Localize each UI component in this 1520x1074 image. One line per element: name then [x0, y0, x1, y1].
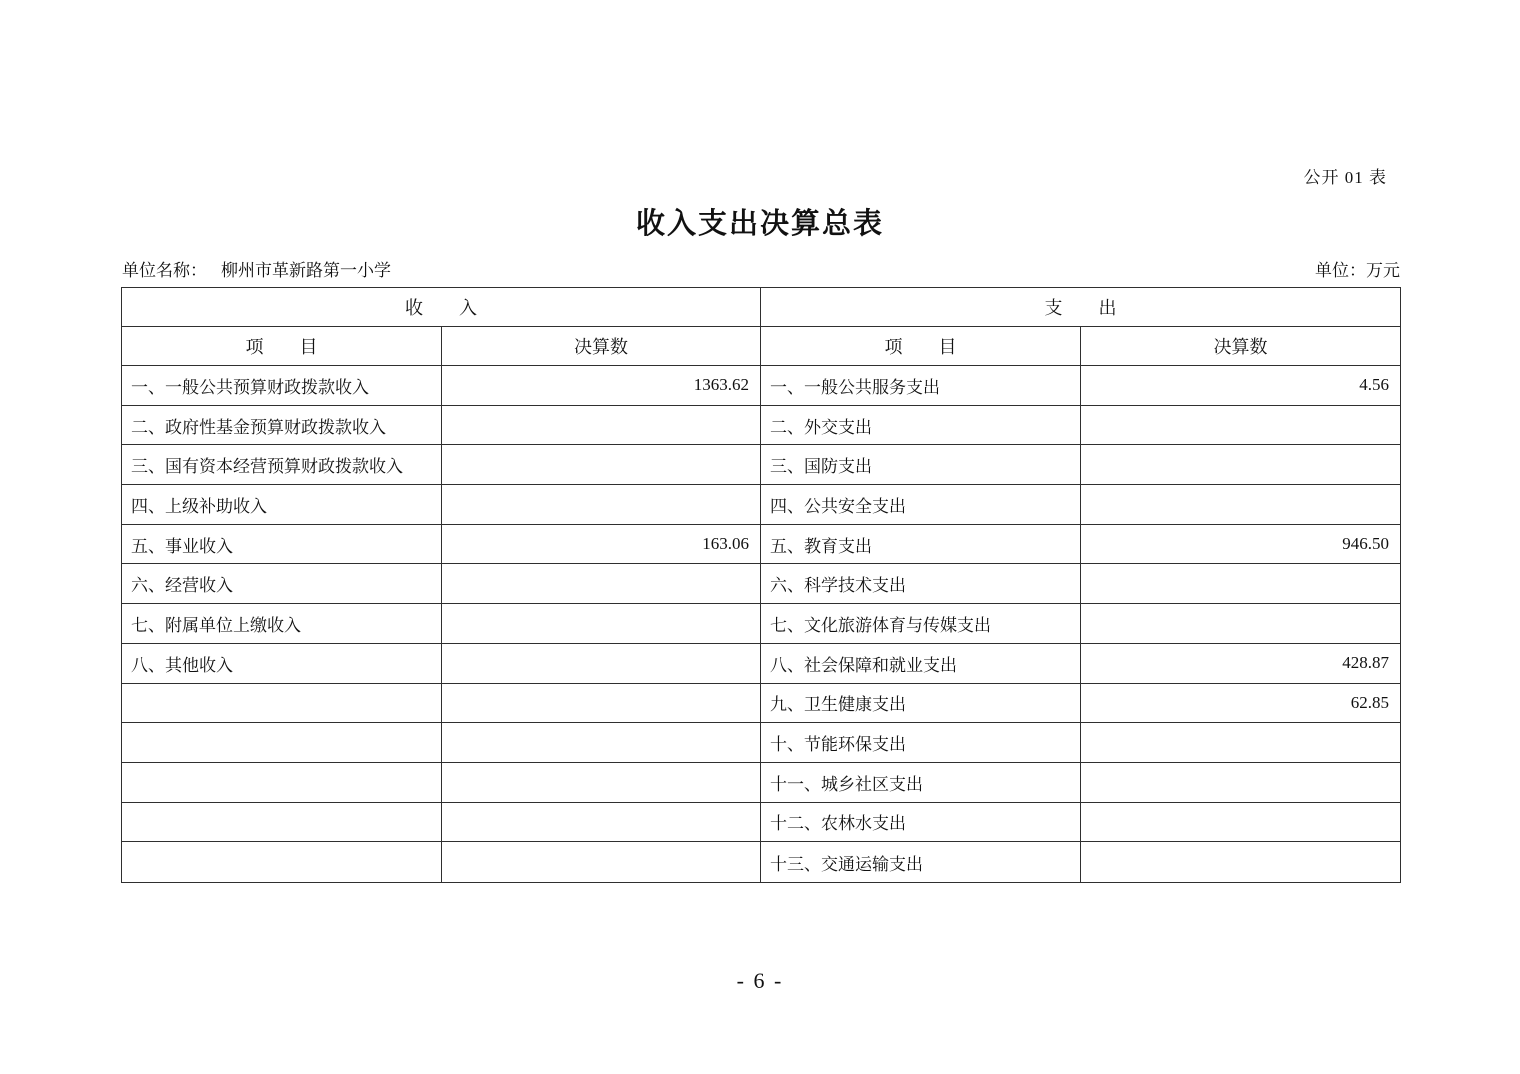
- expense-item-cell: 一、一般公共服务支出: [761, 366, 1081, 406]
- income-amount-cell: [442, 723, 761, 763]
- expense-amount-cell: [1081, 485, 1400, 525]
- income-amount-cell: [442, 604, 761, 644]
- income-item-cell: 六、经营收入: [122, 564, 442, 604]
- expense-item-cell: 十一、城乡社区支出: [761, 763, 1081, 803]
- income-amount-cell: [442, 763, 761, 803]
- expense-item-cell: 九、卫生健康支出: [761, 684, 1081, 724]
- expense-amount-cell: [1081, 406, 1400, 446]
- expense-amount-cell: [1081, 842, 1400, 882]
- budget-table: [121, 287, 1401, 883]
- unit-name: [122, 256, 391, 281]
- income-amount-cell: [442, 485, 761, 525]
- expense-item-cell: 三、国防支出: [761, 445, 1081, 485]
- income-item-cell: [122, 763, 442, 803]
- meta-row: [122, 256, 1400, 281]
- unit-name-label: 单位名称：: [122, 261, 207, 280]
- income-amount-cell: [442, 564, 761, 604]
- income-amount-column-header: 决算数: [442, 327, 761, 366]
- income-amount-cell: [442, 644, 761, 684]
- income-amount-cell: 163.06: [442, 525, 761, 565]
- expense-item-column-header: 项 目: [761, 327, 1081, 366]
- expense-item-cell: 五、教育支出: [761, 525, 1081, 565]
- expense-item-cell: 六、科学技术支出: [761, 564, 1081, 604]
- income-item-cell: [122, 803, 442, 843]
- unit-name-value: 柳州市革新路第一小学: [221, 261, 391, 280]
- expense-item-cell: 二、外交支出: [761, 406, 1081, 446]
- expense-section-header: 支 出: [761, 288, 1400, 327]
- income-item-cell: 四、上级补助收入: [122, 485, 442, 525]
- income-item-column-header: 项 目: [122, 327, 442, 366]
- income-item-cell: 五、事业收入: [122, 525, 442, 565]
- expense-amount-cell: 62.85: [1081, 684, 1400, 724]
- expense-amount-cell: [1081, 723, 1400, 763]
- income-item-cell: 八、其他收入: [122, 644, 442, 684]
- expense-item-cell: 十、节能环保支出: [761, 723, 1081, 763]
- expense-amount-column-header: 决算数: [1081, 327, 1400, 366]
- doc-form-label: 公开 01 表: [1303, 168, 1387, 187]
- income-item-cell: 七、附属单位上缴收入: [122, 604, 442, 644]
- expense-amount-cell: 946.50: [1081, 525, 1400, 565]
- income-item-cell: [122, 684, 442, 724]
- income-amount-cell: [442, 406, 761, 446]
- income-amount-cell: [442, 803, 761, 843]
- income-amount-cell: [442, 842, 761, 882]
- expense-amount-cell: [1081, 803, 1400, 843]
- income-amount-cell: [442, 684, 761, 724]
- income-section-header: 收 入: [122, 288, 761, 327]
- page-title: 收入支出决算总表: [635, 208, 884, 240]
- income-item-cell: [122, 842, 442, 882]
- page-number: - 6 -: [736, 968, 784, 993]
- income-item-cell: 二、政府性基金预算财政拨款收入: [122, 406, 442, 446]
- income-item-cell: 三、国有资本经营预算财政拨款收入: [122, 445, 442, 485]
- income-item-cell: [122, 723, 442, 763]
- expense-amount-cell: [1081, 604, 1400, 644]
- expense-amount-cell: [1081, 763, 1400, 803]
- income-amount-cell: 1363.62: [442, 366, 761, 406]
- expense-amount-cell: 4.56: [1081, 366, 1400, 406]
- expense-item-cell: 四、公共安全支出: [761, 485, 1081, 525]
- income-item-cell: 一、一般公共预算财政拨款收入: [122, 366, 442, 406]
- expense-item-cell: 十三、交通运输支出: [761, 842, 1081, 882]
- expense-amount-cell: [1081, 445, 1400, 485]
- unit-of-measure: 单位：万元: [1315, 261, 1400, 280]
- expense-item-cell: 七、文化旅游体育与传媒支出: [761, 604, 1081, 644]
- income-amount-cell: [442, 445, 761, 485]
- expense-item-cell: 十二、农林水支出: [761, 803, 1081, 843]
- expense-amount-cell: [1081, 564, 1400, 604]
- expense-amount-cell: 428.87: [1081, 644, 1400, 684]
- expense-item-cell: 八、社会保障和就业支出: [761, 644, 1081, 684]
